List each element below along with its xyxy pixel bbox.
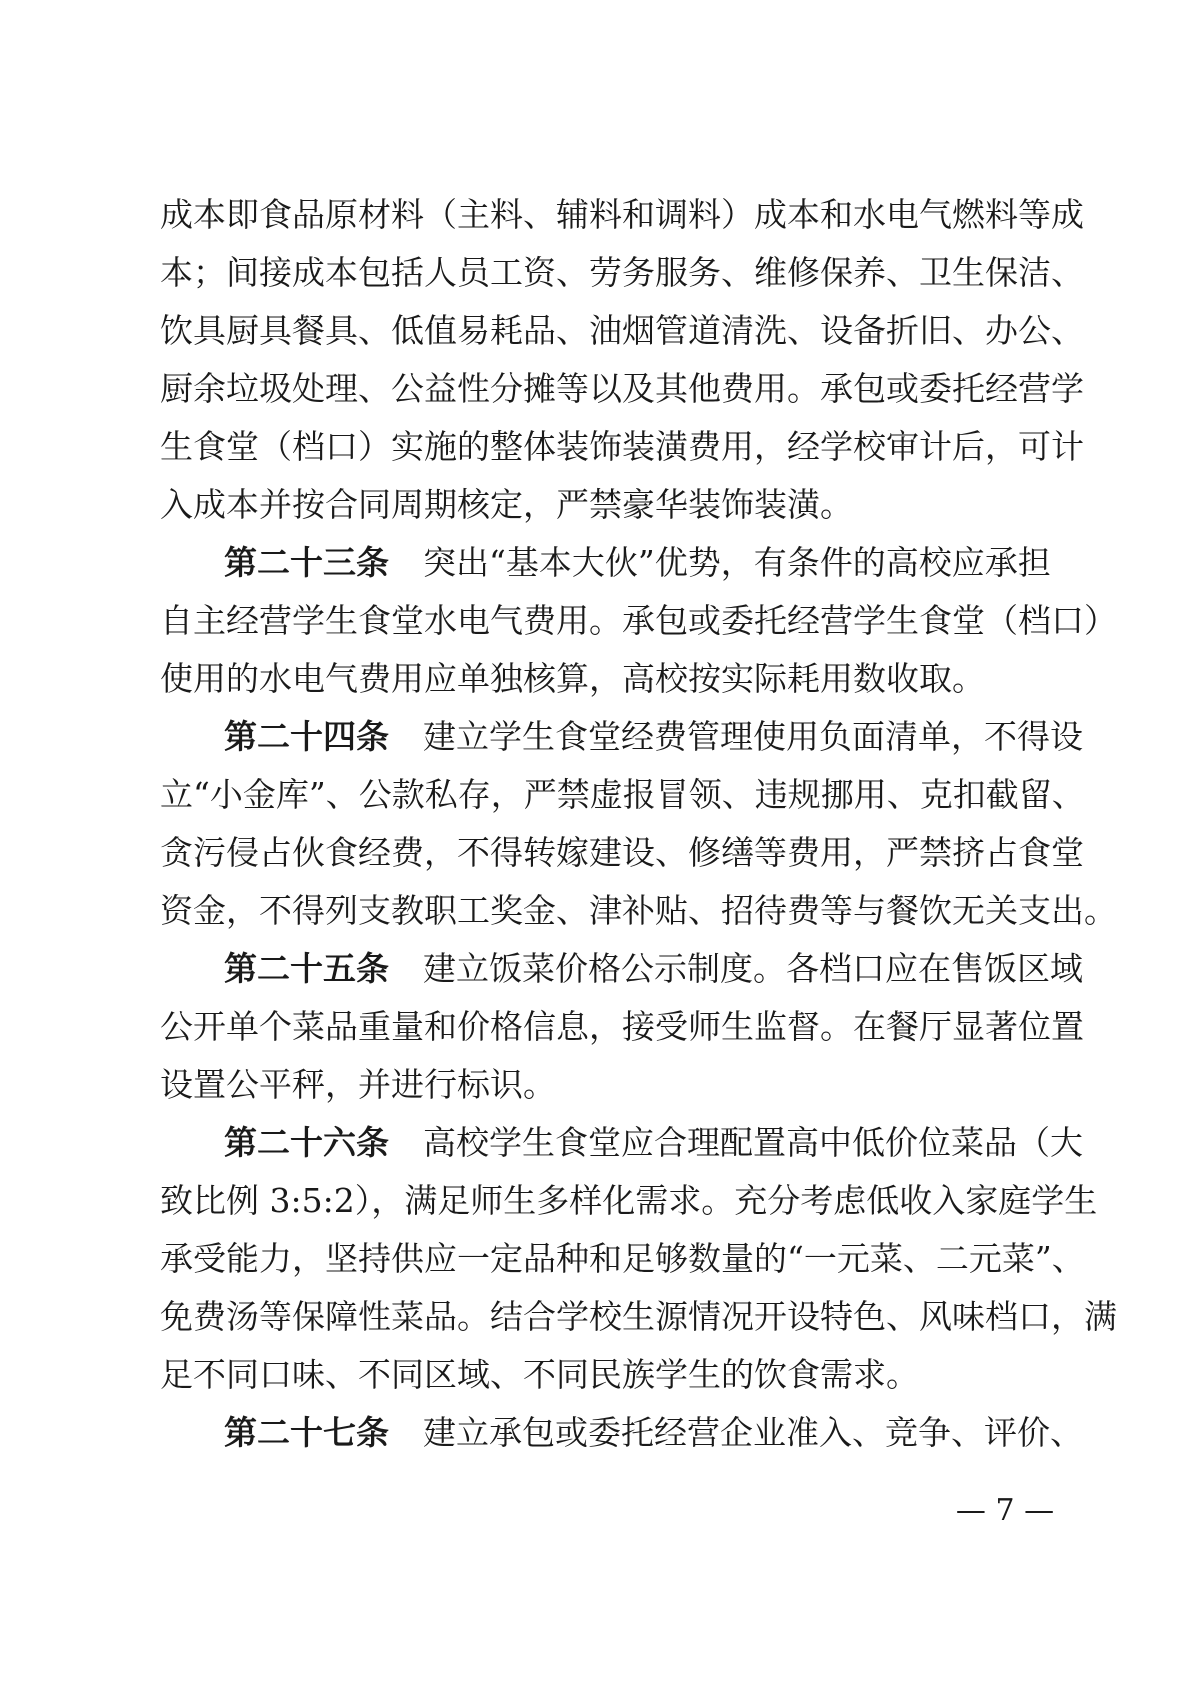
paragraph-line: 足不同口味、不同区域、不同民族学生的饮食需求。 bbox=[160, 1355, 919, 1394]
article-24-title: 第二十四条 bbox=[224, 717, 389, 756]
article-26-title: 第二十六条 bbox=[224, 1123, 389, 1162]
paragraph-line: 资金，不得列支教职工奖金、津补贴、招待费等与餐饮无关支出。 bbox=[160, 891, 1117, 930]
paragraph-line: 饮具厨具餐具、低值易耗品、油烟管道清洗、设备折旧、办公、 bbox=[160, 311, 1084, 350]
article-23-title: 第二十三条 bbox=[224, 543, 389, 582]
article-24-first-line bbox=[224, 708, 1083, 766]
paragraph-line: 厨余垃圾处理、公益性分摊等以及其他费用。承包或委托经营学 bbox=[160, 369, 1084, 408]
paragraph-line: 设置公平秤，并进行标识。 bbox=[160, 1065, 556, 1104]
paragraph-line: 入成本并按合同周期核定，严禁豪华装饰装潢。 bbox=[160, 485, 853, 524]
article-26-text: 高校学生食堂应合理配置高中低价位菜品（大 bbox=[423, 1123, 1083, 1162]
paragraph-line: 立“小金库”、公款私存，严禁虚报冒领、违规挪用、克扣截留、 bbox=[160, 775, 1085, 814]
article-23-first-line bbox=[224, 534, 1050, 592]
paragraph-line: 生食堂（档口）实施的整体装饰装潢费用，经学校审计后，可计 bbox=[160, 427, 1084, 466]
paragraph-line: 承受能力，坚持供应一定品种和足够数量的“一元菜、二元菜”、 bbox=[160, 1239, 1085, 1278]
paragraph-line: 使用的水电气费用应单独核算，高校按实际耗用数收取。 bbox=[160, 659, 985, 698]
article-25-title: 第二十五条 bbox=[224, 949, 389, 988]
paragraph-line: 公开单个菜品重量和价格信息，接受师生监督。在餐厅显著位置 bbox=[160, 1007, 1084, 1046]
paragraph-line: 本；间接成本包括人员工资、劳务服务、维修保养、卫生保洁、 bbox=[160, 253, 1084, 292]
paragraph-line: 贪污侵占伙食经费，不得转嫁建设、修缮等费用，严禁挤占食堂 bbox=[160, 833, 1084, 872]
page-number: — 7 — bbox=[955, 1493, 1055, 1528]
paragraph-line: 免费汤等保障性菜品。结合学校生源情况开设特色、风味档口，满 bbox=[160, 1297, 1117, 1336]
paragraph-line: 自主经营学生食堂水电气费用。承包或委托经营学生食堂（档口） bbox=[160, 601, 1117, 640]
article-27-text: 建立承包或委托经营企业准入、竞争、评价、 bbox=[423, 1413, 1083, 1452]
paragraph-line: 成本即食品原材料（主料、辅料和调料）成本和水电气燃料等成 bbox=[160, 195, 1084, 234]
article-23-text: 突出“基本大伙”优势，有条件的高校应承担 bbox=[423, 543, 1051, 582]
article-25-first-line bbox=[224, 940, 1083, 998]
paragraph-line: 致比例 3:5:2），满足师生多样化需求。充分考虑低收入家庭学生 bbox=[160, 1181, 1098, 1220]
article-25-text: 建立饭菜价格公示制度。各档口应在售饭区域 bbox=[423, 949, 1083, 988]
article-27-title: 第二十七条 bbox=[224, 1413, 389, 1452]
article-26-first-line bbox=[224, 1114, 1083, 1172]
article-27-first-line bbox=[224, 1404, 1083, 1462]
article-24-text: 建立学生食堂经费管理使用负面清单，不得设 bbox=[423, 717, 1083, 756]
